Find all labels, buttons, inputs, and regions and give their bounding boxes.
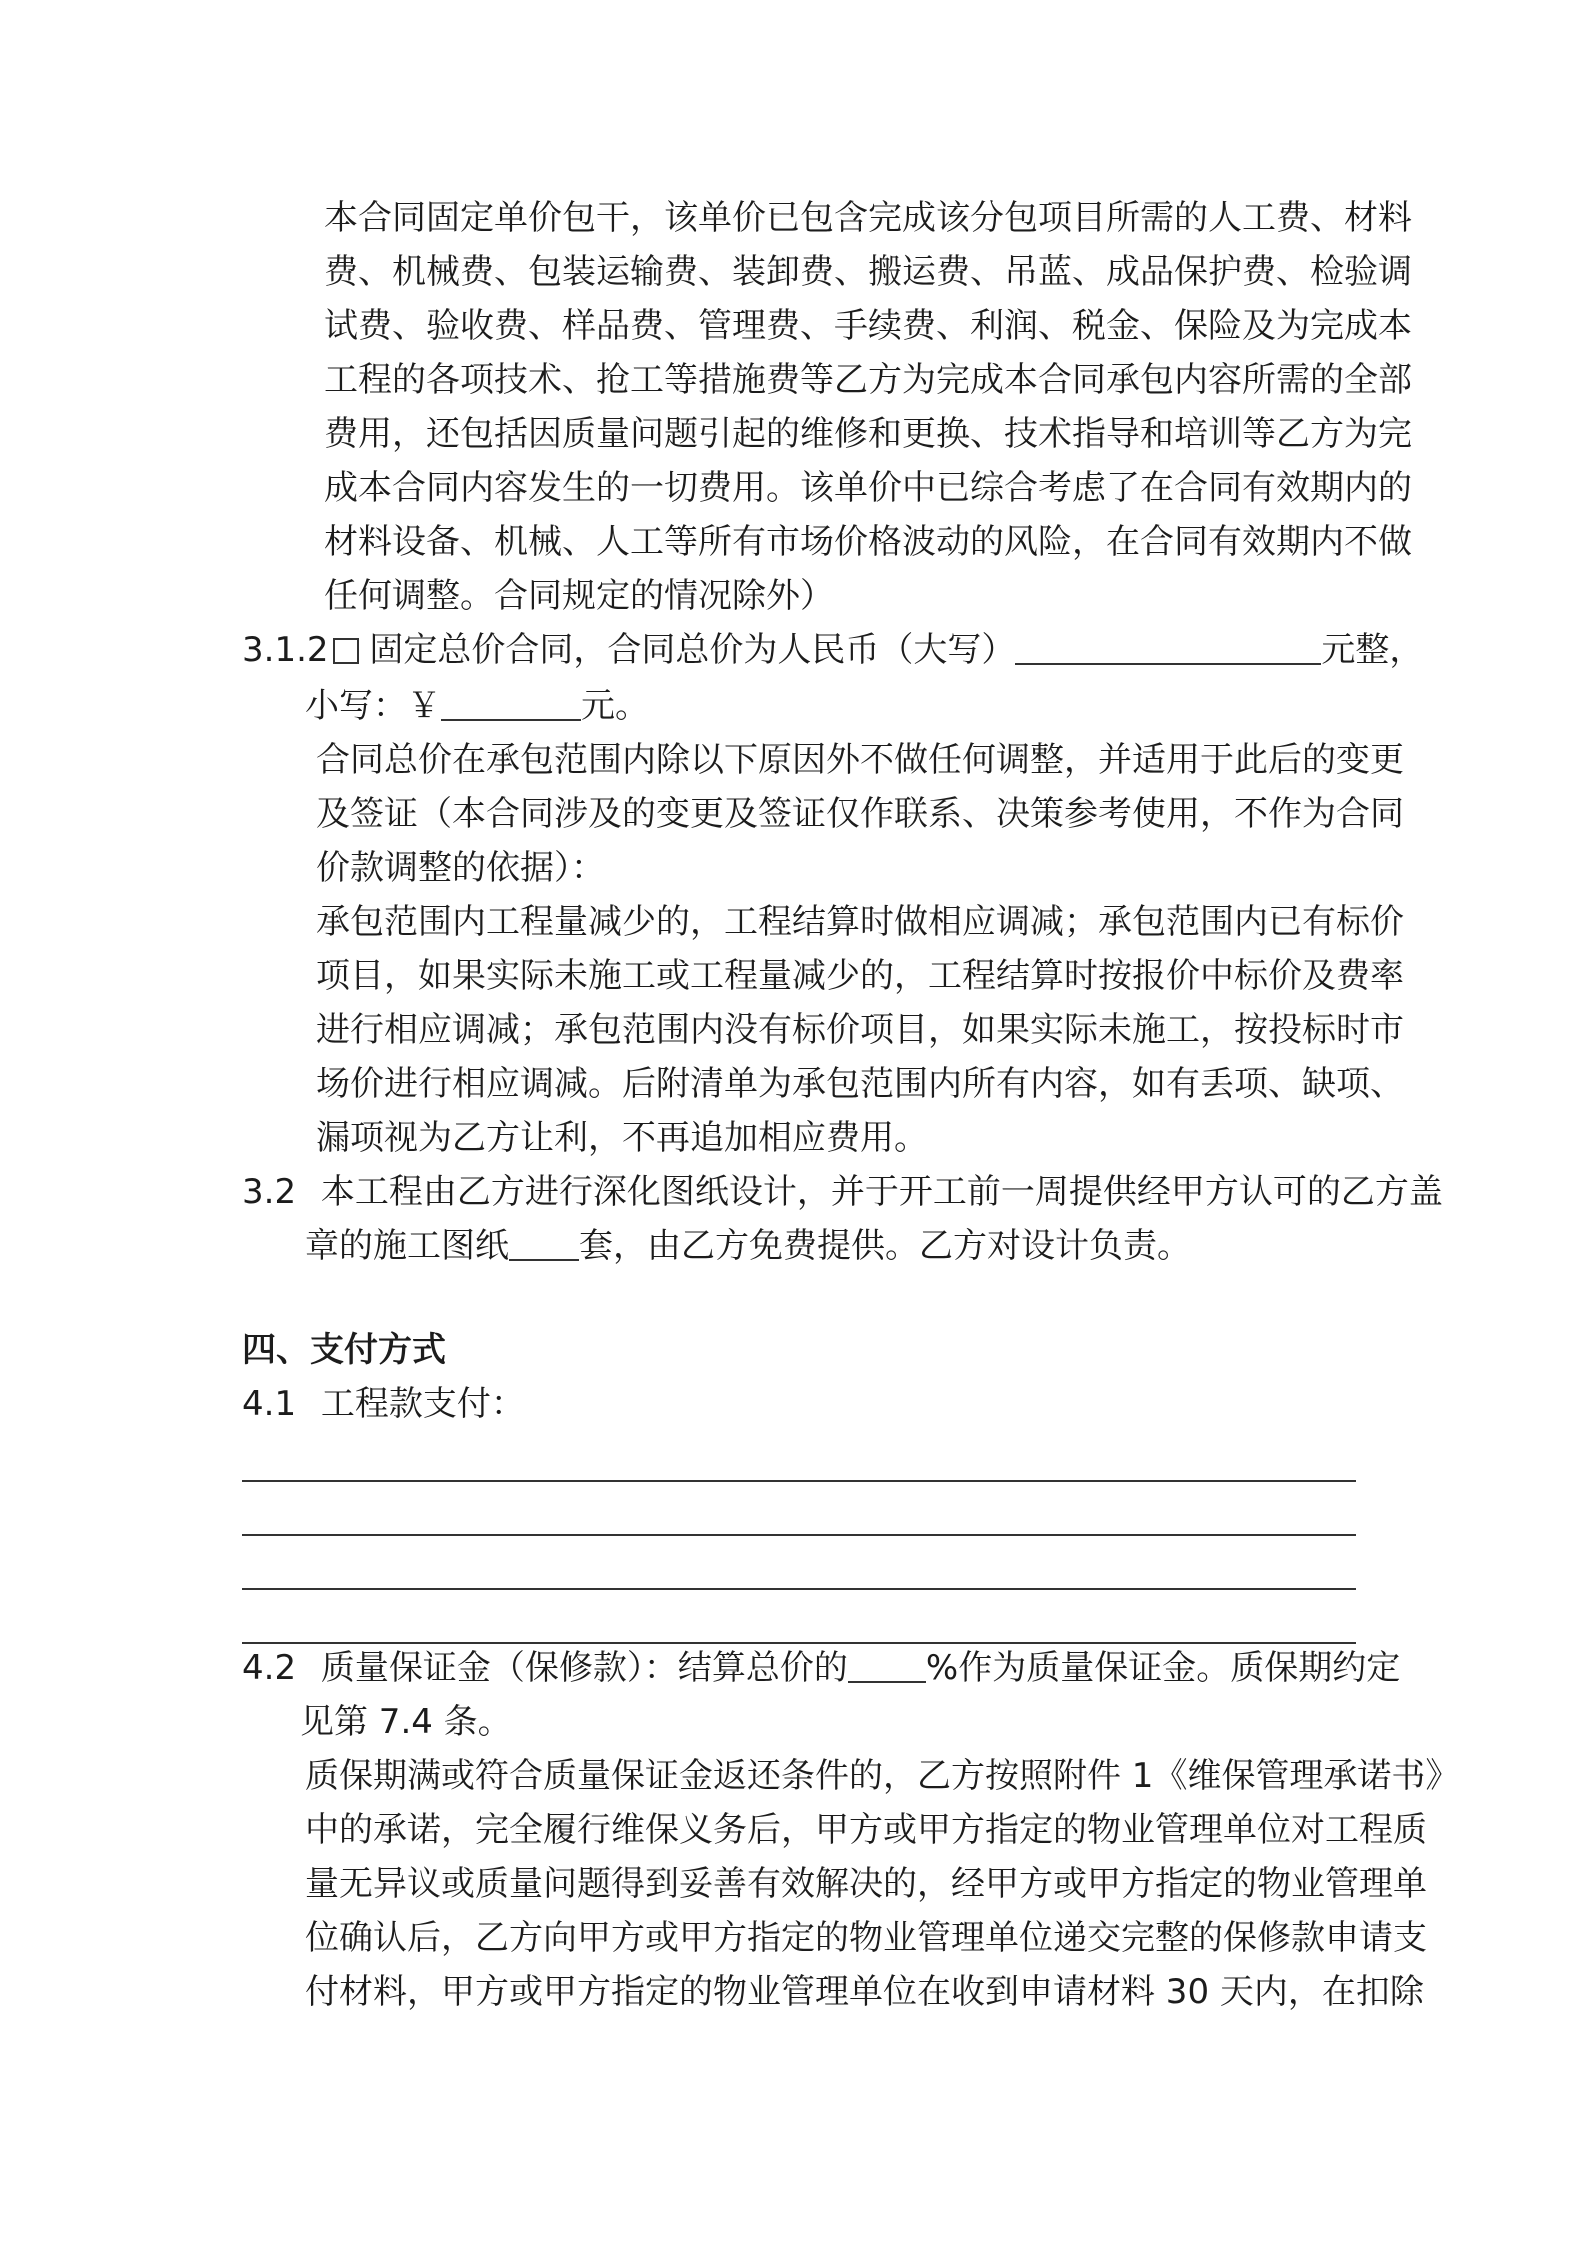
paragraph-line: 任何调整。合同规定的情况除外） (324, 576, 834, 616)
clause-text: 固定总价合同，合同总价为人民币（大写） (369, 630, 1016, 670)
fill-in-line[interactable] (242, 1588, 1356, 1590)
paragraph-line: 进行相应调减；承包范围内没有标价项目，如果实际未施工，按投标时市 (316, 1010, 1404, 1050)
clause-line (242, 1172, 1443, 1212)
paragraph-line: 本合同固定单价包干，该单价已包含完成该分包项目所需的人工费、材料 (324, 198, 1412, 238)
fill-in-line[interactable] (242, 1480, 1356, 1482)
clause-suffix: 元整， (1321, 630, 1424, 670)
paragraph-line: 成本合同内容发生的一切费用。该单价中已综合考虑了在合同有效期内的 (324, 468, 1412, 508)
clause-text: 质量保证金（保修款）：结算总价的 (320, 1648, 848, 1688)
paragraph-line: 试费、验收费、样品费、管理费、手续费、利润、税金、保险及为完成本 (324, 306, 1412, 346)
paragraph-line: 承包范围内工程量减少的，工程结算时做相应调减；承包范围内已有标价 (316, 902, 1404, 942)
paragraph-line: 中的承诺，完全履行维保义务后，甲方或甲方指定的物业管理单位对工程质 (305, 1810, 1427, 1850)
amount-lowercase-label: 小写：￥ (305, 686, 441, 726)
fill-in-line[interactable] (242, 1534, 1356, 1536)
clause-suffix: 套，由乙方免费提供。乙方对设计负责。 (579, 1226, 1191, 1266)
paragraph-line: 费、机械费、包装运输费、装卸费、搬运费、吊蓝、成品保护费、检验调 (324, 252, 1412, 292)
paragraph-line: 质保期满或符合质量保证金返还条件的，乙方按照附件 1《维保管理承诺书》 (305, 1756, 1460, 1796)
clause-line: 见第 7.4 条。 (300, 1702, 512, 1742)
drawing-sets-blank[interactable] (509, 1227, 579, 1261)
clause-text: 工程款支付： (320, 1384, 525, 1424)
clause-number: 3.1.2 (242, 630, 329, 670)
clause-number: 3.2 (242, 1172, 297, 1212)
checkbox[interactable] (333, 638, 359, 664)
clause-number: 4.2 (242, 1648, 297, 1688)
clause-text: 章的施工图纸 (305, 1226, 509, 1266)
paragraph-line: 合同总价在承包范围内除以下原因外不做任何调整，并适用于此后的变更 (316, 740, 1404, 780)
paragraph-line: 项目，如果实际未施工或工程量减少的，工程结算时按报价中标价及费率 (316, 956, 1404, 996)
paragraph-line: 及签证（本合同涉及的变更及签证仅作联系、决策参考使用，不作为合同 (316, 794, 1404, 834)
paragraph-line: 工程的各项技术、抢工等措施费等乙方为完成本合同承包内容所需的全部 (324, 360, 1412, 400)
clause-line (305, 686, 649, 726)
clause-number: 4.1 (242, 1384, 297, 1424)
paragraph-line: 漏项视为乙方让利，不再追加相应费用。 (316, 1118, 928, 1158)
clause-line (242, 630, 1423, 670)
paragraph-line: 价款调整的依据）： (316, 848, 605, 888)
section-heading: 四、支付方式 (242, 1330, 446, 1370)
paragraph-line: 材料设备、机械、人工等所有市场价格波动的风险，在合同有效期内不做 (324, 522, 1412, 562)
amount-uppercase-blank[interactable] (1015, 631, 1321, 665)
paragraph-line: 场价进行相应调减。后附清单为承包范围内所有内容，如有丢项、缺项、 (316, 1064, 1404, 1104)
paragraph-line: 付材料，甲方或甲方指定的物业管理单位在收到申请材料 30 天内，在扣除 (305, 1972, 1424, 2012)
paragraph-line: 量无异议或质量问题得到妥善有效解决的，经甲方或甲方指定的物业管理单 (305, 1864, 1427, 1904)
clause-suffix: 元。 (581, 686, 649, 726)
amount-lowercase-blank[interactable] (441, 687, 581, 721)
clause-text: 本工程由乙方进行深化图纸设计，并于开工前一周提供经甲方认可的乙方盖 (320, 1172, 1443, 1212)
clause-suffix: %作为质量保证金。质保期约定 (925, 1648, 1401, 1688)
clause-line (305, 1226, 1191, 1266)
clause-line (242, 1384, 525, 1424)
clause-line (242, 1648, 1400, 1688)
paragraph-line: 位确认后，乙方向甲方或甲方指定的物业管理单位递交完整的保修款申请支 (305, 1918, 1427, 1958)
paragraph-line: 费用，还包括因质量问题引起的维修和更换、技术指导和培训等乙方为完 (324, 414, 1412, 454)
retention-percent-blank[interactable] (848, 1649, 926, 1683)
fill-in-line[interactable] (242, 1642, 1356, 1644)
